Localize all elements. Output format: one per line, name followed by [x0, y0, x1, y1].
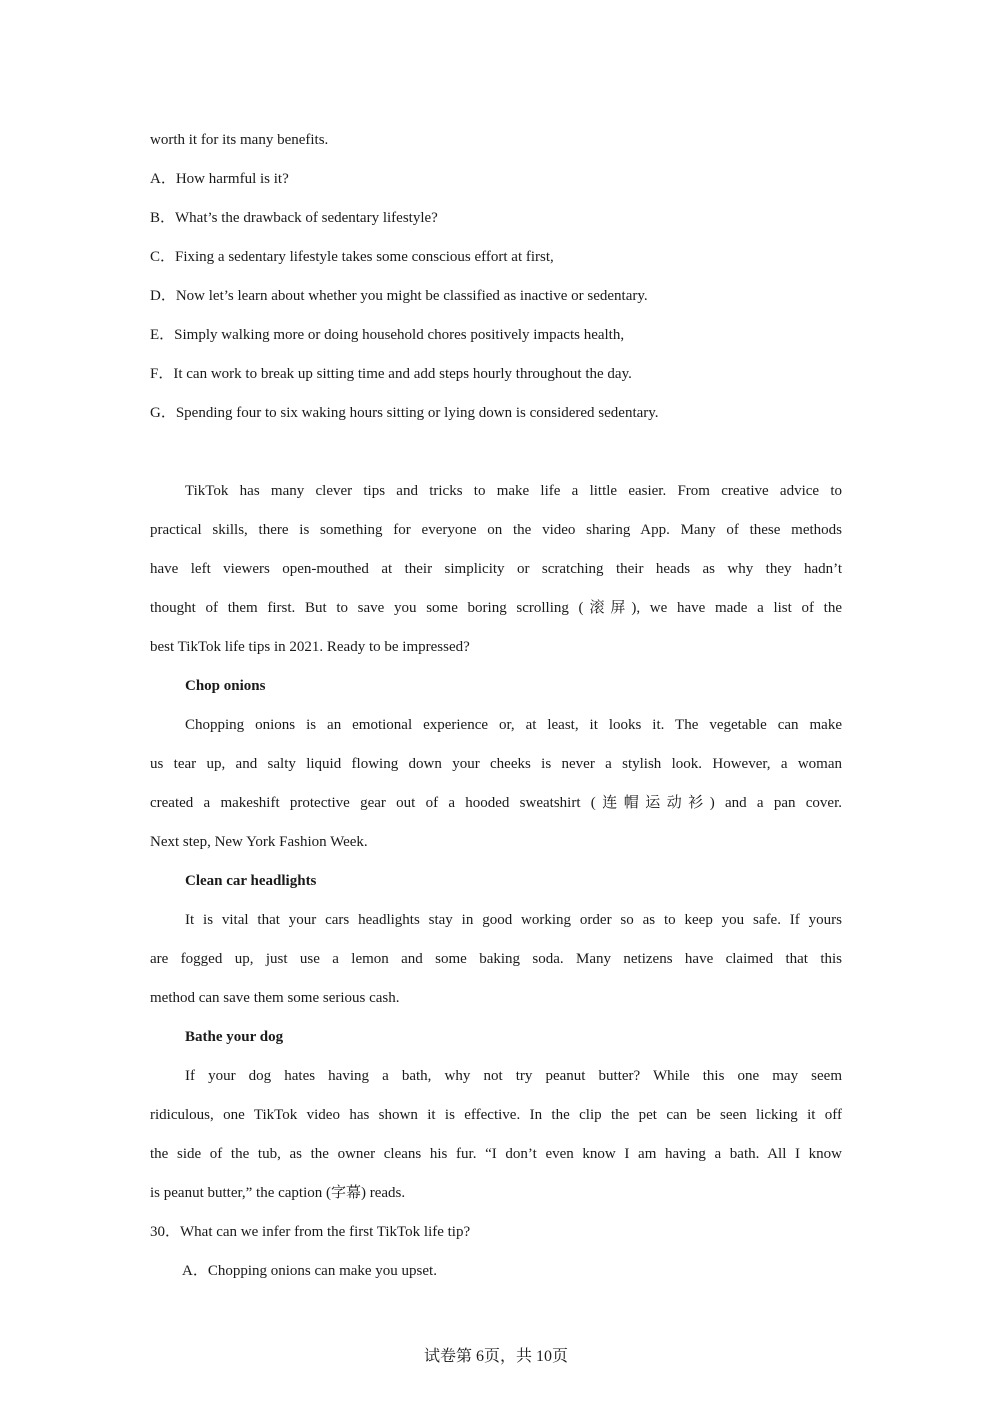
section-line: are fogged up, just use a lemon and some baking soda. Many netizens have claimed that this — [150, 951, 842, 967]
intro-line: practical skills, there is something for everyone on the video sharing App. Many of these methods — [150, 522, 842, 538]
section-heading-chop-onions: Chop onions — [185, 678, 266, 694]
intro-line: best TikTok life tips in 2021. Ready to be impressed? — [150, 639, 470, 655]
section-line: is peanut butter,” the caption (字幕) reads. — [150, 1185, 406, 1201]
previous-passage-tail: worth it for its many benefits. — [150, 132, 329, 148]
section-line: It is vital that your cars headlights stay in good working order so as to keep you safe. If yours — [185, 912, 842, 928]
option-c: C．Fixing a sedentary lifestyle takes some conscious effort at first, — [150, 249, 554, 265]
section-line: If your dog hates having a bath, why not try peanut butter? While this one may seem — [185, 1068, 842, 1084]
question-30-option-a: A．Chopping onions can make you upset. — [182, 1263, 437, 1279]
question-30-stem: 30．What can we infer from the first TikTok life tip? — [150, 1224, 471, 1240]
section-line: Chopping onions is an emotional experience or, at least, it looks it. The vegetable can make — [185, 717, 842, 733]
section-line: the side of the tub, as the owner cleans his fur. “I don’t even know I am having a bath. All I know — [150, 1146, 842, 1162]
option-b: B．What’s the drawback of sedentary lifestyle? — [150, 210, 438, 226]
intro-line: have left viewers open-mouthed at their simplicity or scratching their heads as why they hadn’t — [150, 561, 842, 577]
intro-line: TikTok has many clever tips and tricks to make life a little easier. From creative advice to — [185, 483, 842, 499]
section-line: ridiculous, one TikTok video has shown it is effective. In the clip the pet can be seen licking it off — [150, 1107, 842, 1123]
section-heading-clean-car-headlights: Clean car headlights — [185, 873, 317, 889]
section-line: method can save them some serious cash. — [150, 990, 400, 1006]
section-line: created a makeshift protective gear out of a hooded sweatshirt (连帽运动衫) and a pan cover. — [150, 795, 842, 811]
option-e: E．Simply walking more or doing household chores positively impacts health, — [150, 327, 625, 343]
section-line: us tear up, and salty liquid flowing down your cheeks is never a stylish look. However, a woman — [150, 756, 842, 772]
section-line: Next step, New York Fashion Week. — [150, 834, 368, 850]
option-f: F．It can work to break up sitting time and add steps hourly throughout the day. — [150, 366, 632, 382]
section-heading-bathe-your-dog: Bathe your dog — [185, 1029, 284, 1045]
option-g: G．Spending four to six waking hours sitting or lying down is considered sedentary. — [150, 405, 659, 421]
option-a: A．How harmful is it? — [150, 171, 289, 187]
intro-line: thought of them first. But to save you some boring scrolling (滚屏), we have made a list of the — [150, 600, 842, 616]
page-footer: 试卷第 6页，共 10页 — [423, 1348, 568, 1365]
option-d: D．Now let’s learn about whether you might be classified as inactive or sedentary. — [150, 288, 648, 304]
